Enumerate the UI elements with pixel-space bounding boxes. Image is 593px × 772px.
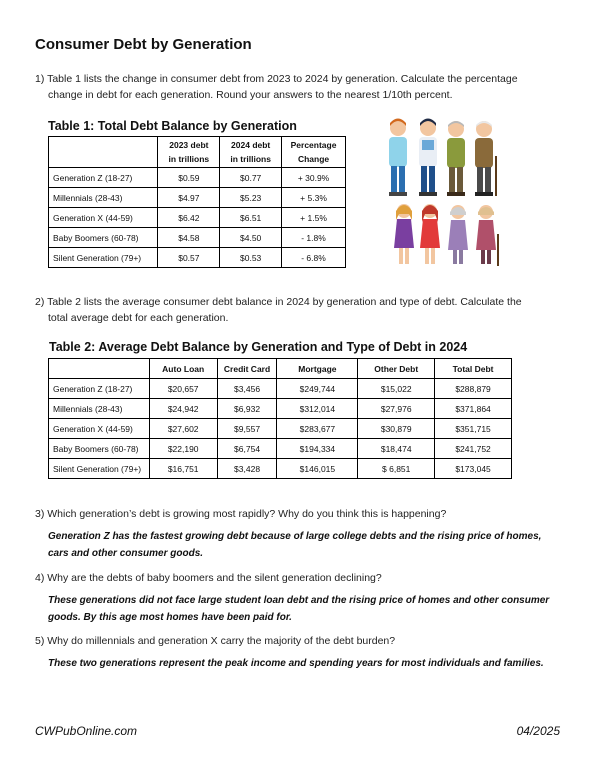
table-row [49,439,512,459]
table-row [49,248,346,268]
generation-cell: Generation Z (18-27) [49,379,150,399]
table-row [49,228,346,248]
table-row [49,419,512,439]
percentage-change-cell: + 30.9% [282,168,346,188]
answer-3-line-1: Generation Z has the fastest growing debt because of large college debts and the rising price of homes, [48,531,542,542]
table-row [49,399,512,419]
answer-3-line-2: cars and other consumer goods. [48,548,204,559]
debt-2024-cell: $6.51 [220,208,282,228]
debt-2023-cell: $0.59 [158,168,220,188]
mortgage-cell: $312,014 [277,399,358,419]
table-row [49,459,512,479]
page-title: Consumer Debt by Generation [35,36,252,53]
answer-3 [48,528,541,562]
table-2-header-cell: Other Debt [358,359,435,379]
total-debt-cell: $351,715 [435,419,512,439]
question-2 [35,294,522,326]
generation-cell: Silent Generation (79+) [49,248,158,268]
answer-4 [48,592,549,626]
total-debt-cell: $241,752 [435,439,512,459]
generation-cell: Baby Boomers (60-78) [49,439,150,459]
generation-cell: Millennials (28-43) [49,399,150,419]
table-row [49,379,512,399]
mortgage-cell: $283,677 [277,419,358,439]
table-2-header-cell: Total Debt [435,359,512,379]
percentage-change-cell: - 1.8% [282,228,346,248]
auto-loan-cell: $16,751 [149,459,217,479]
table-2-header-cell: Auto Loan [149,359,217,379]
credit-card-cell: $3,456 [217,379,277,399]
credit-card-cell: $6,932 [217,399,277,419]
question-4: 4) Why are the debts of baby boomers and the silent generation declining? [35,572,382,584]
debt-2024-cell: $5.23 [220,188,282,208]
table-2 [48,358,512,479]
generation-cell: Generation X (44-59) [49,419,150,439]
total-debt-cell: $371,864 [435,399,512,419]
answer-5 [48,655,544,672]
table-2-header-cell [49,359,150,379]
question-5: 5) Why do millennials and generation X carry the majority of the debt burden? [35,635,396,647]
auto-loan-cell: $20,657 [149,379,217,399]
table-1-header-cell: Percentage Change [282,137,346,168]
auto-loan-cell: $27,602 [149,419,217,439]
answer-4-line-2: goods. By this age most homes have been paid for. [48,612,292,623]
table-1-header-cell: 2024 debt in trillions [220,137,282,168]
percentage-change-cell: + 1.5% [282,208,346,228]
table-2-caption: Table 2: Average Debt Balance by Generation and Type of Debt in 2024 [49,340,468,354]
total-debt-cell: $288,879 [435,379,512,399]
table-2-header-row [49,359,512,379]
table-1-header-cell: 2023 debt in trillions [158,137,220,168]
table-2-header-cell: Mortgage [277,359,358,379]
table-row [49,208,346,228]
men-generations-illustration [384,116,500,198]
other-debt-cell: $ 6,851 [358,459,435,479]
mortgage-cell: $194,334 [277,439,358,459]
debt-2023-cell: $4.58 [158,228,220,248]
generation-cell: Generation Z (18-27) [49,168,158,188]
percentage-change-cell: - 6.8% [282,248,346,268]
other-debt-cell: $27,976 [358,399,435,419]
generation-cell: Baby Boomers (60-78) [49,228,158,248]
table-1-caption: Table 1: Total Debt Balance by Generation [48,119,297,133]
question-1-line-1: 1) Table 1 lists the change in consumer debt from 2023 to 2024 by generation. Calculate the percentage [35,73,518,85]
other-debt-cell: $15,022 [358,379,435,399]
table-1 [48,136,346,268]
table-1-header-row [49,137,346,168]
question-2-line-2: total average debt for each generation. [48,312,229,324]
debt-2024-cell: $0.77 [220,168,282,188]
auto-loan-cell: $22,190 [149,439,217,459]
debt-2023-cell: $4.97 [158,188,220,208]
total-debt-cell: $173,045 [435,459,512,479]
generation-cell: Millennials (28-43) [49,188,158,208]
women-generations-illustration [392,202,500,268]
answer-4-line-1: These generations did not face large student loan debt and the rising price of homes and other consumer [48,595,550,606]
footer-date: 04/2025 [516,724,560,738]
question-2-line-1: 2) Table 2 lists the average consumer debt balance in 2024 by generation and type of debt. Calculate the [35,296,522,308]
auto-loan-cell: $24,942 [149,399,217,419]
debt-2024-cell: $4.50 [220,228,282,248]
other-debt-cell: $30,879 [358,419,435,439]
percentage-change-cell: + 5.3% [282,188,346,208]
other-debt-cell: $18,474 [358,439,435,459]
table-2-header-cell: Credit Card [217,359,277,379]
table-row [49,188,346,208]
debt-2023-cell: $0.57 [158,248,220,268]
credit-card-cell: $3,428 [217,459,277,479]
mortgage-cell: $249,744 [277,379,358,399]
mortgage-cell: $146,015 [277,459,358,479]
credit-card-cell: $9,557 [217,419,277,439]
debt-2024-cell: $0.53 [220,248,282,268]
question-3: 3) Which generation’s debt is growing most rapidly? Why do you think this is happening? [35,508,447,520]
table-row [49,168,346,188]
footer-website: CWPubOnline.com [35,724,138,738]
answer-5-line-1: These two generations represent the peak income and spending years for most individuals and families. [48,658,544,669]
question-1-line-2: change in debt for each generation. Round your answers to the nearest 1/10th percent. [48,89,453,101]
debt-2023-cell: $6.42 [158,208,220,228]
question-1 [35,71,518,103]
table-1-header-cell [49,137,158,168]
credit-card-cell: $6,754 [217,439,277,459]
generation-cell: Generation X (44-59) [49,208,158,228]
generation-cell: Silent Generation (79+) [49,459,150,479]
